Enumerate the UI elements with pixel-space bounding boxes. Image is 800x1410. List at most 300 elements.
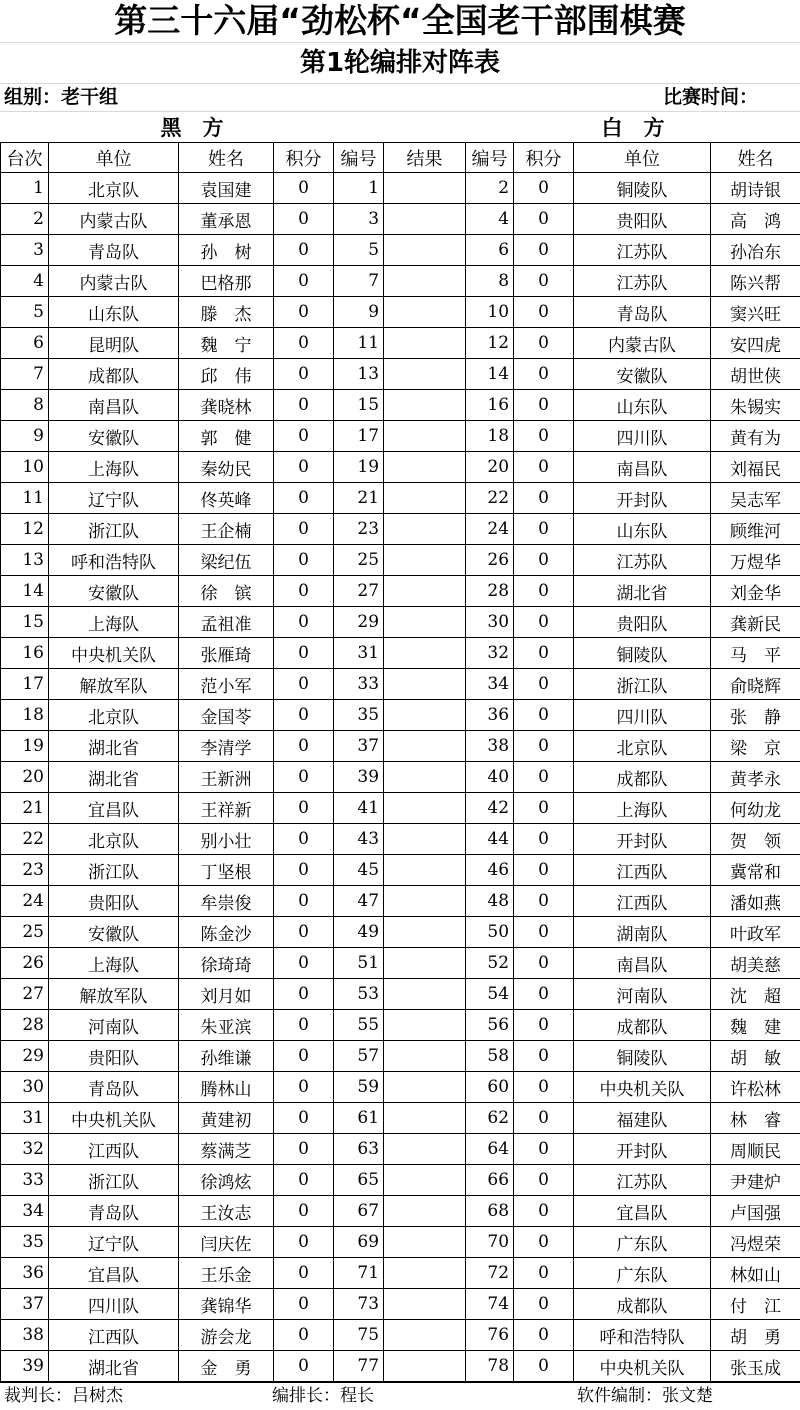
black-team: 青岛队 bbox=[49, 1072, 179, 1103]
white-team: 山东队 bbox=[574, 514, 711, 545]
result bbox=[384, 1041, 466, 1072]
white-score: 0 bbox=[514, 1010, 574, 1041]
black-id: 3 bbox=[334, 204, 384, 235]
table-row bbox=[1, 204, 800, 235]
white-id: 14 bbox=[466, 359, 514, 390]
chief-arranger: 编排长：程长 bbox=[272, 1383, 374, 1410]
white-team: 铜陵队 bbox=[574, 1041, 711, 1072]
black-name: 巴格那 bbox=[179, 266, 274, 297]
black-name: 邱 伟 bbox=[179, 359, 274, 390]
black-score: 0 bbox=[274, 576, 334, 607]
black-name: 龚锦华 bbox=[179, 1289, 274, 1320]
board-number: 5 bbox=[1, 297, 49, 328]
black-score: 0 bbox=[274, 545, 334, 576]
black-score: 0 bbox=[274, 1103, 334, 1134]
black-team: 中央机关队 bbox=[49, 638, 179, 669]
black-side-label: 黑 方 bbox=[1, 112, 384, 143]
result bbox=[384, 359, 466, 390]
black-id: 9 bbox=[334, 297, 384, 328]
result bbox=[384, 731, 466, 762]
white-name: 黄有为 bbox=[711, 421, 800, 452]
white-team: 福建队 bbox=[574, 1103, 711, 1134]
board-number: 19 bbox=[1, 731, 49, 762]
table-row bbox=[1, 824, 800, 855]
white-id: 36 bbox=[466, 700, 514, 731]
white-id: 28 bbox=[466, 576, 514, 607]
black-id: 7 bbox=[334, 266, 384, 297]
black-name: 孙维谦 bbox=[179, 1041, 274, 1072]
table-row bbox=[1, 514, 800, 545]
white-id: 58 bbox=[466, 1041, 514, 1072]
white-score: 0 bbox=[514, 855, 574, 886]
result bbox=[384, 669, 466, 700]
pairing-table bbox=[0, 112, 800, 1382]
black-score: 0 bbox=[274, 1196, 334, 1227]
board-number: 32 bbox=[1, 1134, 49, 1165]
black-score: 0 bbox=[274, 1289, 334, 1320]
white-team: 江苏队 bbox=[574, 235, 711, 266]
table-row bbox=[1, 948, 800, 979]
board-number: 7 bbox=[1, 359, 49, 390]
result bbox=[384, 824, 466, 855]
table-row bbox=[1, 545, 800, 576]
white-score: 0 bbox=[514, 1351, 574, 1382]
black-team: 浙江队 bbox=[49, 514, 179, 545]
white-id: 46 bbox=[466, 855, 514, 886]
black-id: 45 bbox=[334, 855, 384, 886]
board-number: 37 bbox=[1, 1289, 49, 1320]
black-id: 17 bbox=[334, 421, 384, 452]
white-name: 林如山 bbox=[711, 1258, 800, 1289]
board-number: 21 bbox=[1, 793, 49, 824]
table-row bbox=[1, 1320, 800, 1351]
white-score: 0 bbox=[514, 1041, 574, 1072]
black-score: 0 bbox=[274, 638, 334, 669]
black-score: 0 bbox=[274, 731, 334, 762]
white-score: 0 bbox=[514, 1320, 574, 1351]
white-team: 江苏队 bbox=[574, 545, 711, 576]
white-id: 18 bbox=[466, 421, 514, 452]
black-name: 董承恩 bbox=[179, 204, 274, 235]
board-number: 25 bbox=[1, 917, 49, 948]
black-id: 51 bbox=[334, 948, 384, 979]
black-id: 67 bbox=[334, 1196, 384, 1227]
board-number: 33 bbox=[1, 1165, 49, 1196]
white-id: 52 bbox=[466, 948, 514, 979]
result bbox=[384, 390, 466, 421]
result bbox=[384, 762, 466, 793]
black-id: 41 bbox=[334, 793, 384, 824]
white-id: 56 bbox=[466, 1010, 514, 1041]
result bbox=[384, 173, 466, 204]
black-name: 孟祖准 bbox=[179, 607, 274, 638]
white-id: 38 bbox=[466, 731, 514, 762]
board-number: 36 bbox=[1, 1258, 49, 1289]
black-id: 5 bbox=[334, 235, 384, 266]
table-row bbox=[1, 421, 800, 452]
board-number: 22 bbox=[1, 824, 49, 855]
black-team: 北京队 bbox=[49, 824, 179, 855]
white-team: 宜昌队 bbox=[574, 1196, 711, 1227]
black-id: 49 bbox=[334, 917, 384, 948]
white-score: 0 bbox=[514, 266, 574, 297]
table-row bbox=[1, 607, 800, 638]
white-score: 0 bbox=[514, 1134, 574, 1165]
white-score: 0 bbox=[514, 762, 574, 793]
white-score: 0 bbox=[514, 545, 574, 576]
white-id: 54 bbox=[466, 979, 514, 1010]
white-name: 万煜华 bbox=[711, 545, 800, 576]
black-name: 范小军 bbox=[179, 669, 274, 700]
black-id: 77 bbox=[334, 1351, 384, 1382]
white-id: 8 bbox=[466, 266, 514, 297]
column-header-row bbox=[1, 143, 800, 173]
black-score: 0 bbox=[274, 1010, 334, 1041]
black-score: 0 bbox=[274, 948, 334, 979]
result bbox=[384, 855, 466, 886]
black-id: 21 bbox=[334, 483, 384, 514]
black-id: 75 bbox=[334, 1320, 384, 1351]
side-header-row bbox=[1, 112, 800, 143]
result bbox=[384, 1072, 466, 1103]
white-name: 顾维河 bbox=[711, 514, 800, 545]
black-id: 27 bbox=[334, 576, 384, 607]
black-id: 31 bbox=[334, 638, 384, 669]
black-team: 昆明队 bbox=[49, 328, 179, 359]
white-team: 内蒙古队 bbox=[574, 328, 711, 359]
board-number: 6 bbox=[1, 328, 49, 359]
white-name: 林 睿 bbox=[711, 1103, 800, 1134]
black-id: 37 bbox=[334, 731, 384, 762]
white-team: 开封队 bbox=[574, 483, 711, 514]
black-id: 69 bbox=[334, 1227, 384, 1258]
black-team: 辽宁队 bbox=[49, 1227, 179, 1258]
result bbox=[384, 1196, 466, 1227]
white-name: 叶政军 bbox=[711, 917, 800, 948]
black-name: 游会龙 bbox=[179, 1320, 274, 1351]
white-team: 浙江队 bbox=[574, 669, 711, 700]
black-score: 0 bbox=[274, 359, 334, 390]
black-score: 0 bbox=[274, 452, 334, 483]
white-id: 78 bbox=[466, 1351, 514, 1382]
black-name: 滕 杰 bbox=[179, 297, 274, 328]
white-name: 孙冶东 bbox=[711, 235, 800, 266]
board-number: 2 bbox=[1, 204, 49, 235]
result bbox=[384, 1165, 466, 1196]
black-team: 呼和浩特队 bbox=[49, 545, 179, 576]
black-score: 0 bbox=[274, 421, 334, 452]
black-name: 徐琦琦 bbox=[179, 948, 274, 979]
white-name: 冀常和 bbox=[711, 855, 800, 886]
white-name: 俞晓辉 bbox=[711, 669, 800, 700]
white-name: 潘如燕 bbox=[711, 886, 800, 917]
table-row bbox=[1, 1134, 800, 1165]
black-score: 0 bbox=[274, 266, 334, 297]
white-score: 0 bbox=[514, 917, 574, 948]
board-number: 24 bbox=[1, 886, 49, 917]
board-number: 35 bbox=[1, 1227, 49, 1258]
group-label: 组别：老干组 bbox=[4, 84, 118, 111]
black-name: 徐 镔 bbox=[179, 576, 274, 607]
result bbox=[384, 638, 466, 669]
white-team: 中央机关队 bbox=[574, 1351, 711, 1382]
black-team: 安徽队 bbox=[49, 917, 179, 948]
white-score: 0 bbox=[514, 576, 574, 607]
white-score: 0 bbox=[514, 297, 574, 328]
white-score: 0 bbox=[514, 421, 574, 452]
black-team: 安徽队 bbox=[49, 421, 179, 452]
table-row bbox=[1, 1289, 800, 1320]
round-subtitle: 第1轮编排对阵表 bbox=[0, 43, 800, 84]
white-score: 0 bbox=[514, 948, 574, 979]
black-team: 河南队 bbox=[49, 1010, 179, 1041]
white-name: 周顺民 bbox=[711, 1134, 800, 1165]
table-row bbox=[1, 731, 800, 762]
black-name: 袁国建 bbox=[179, 173, 274, 204]
black-team: 贵阳队 bbox=[49, 886, 179, 917]
black-name: 朱亚滨 bbox=[179, 1010, 274, 1041]
black-team: 浙江队 bbox=[49, 1165, 179, 1196]
white-team: 安徽队 bbox=[574, 359, 711, 390]
white-name: 胡世侠 bbox=[711, 359, 800, 390]
table-row bbox=[1, 173, 800, 204]
white-id: 20 bbox=[466, 452, 514, 483]
white-id: 34 bbox=[466, 669, 514, 700]
white-id: 68 bbox=[466, 1196, 514, 1227]
result bbox=[384, 1320, 466, 1351]
board-number: 15 bbox=[1, 607, 49, 638]
white-name: 梁 京 bbox=[711, 731, 800, 762]
board-number: 29 bbox=[1, 1041, 49, 1072]
col-header: 积分 bbox=[274, 143, 334, 173]
table-row bbox=[1, 452, 800, 483]
white-name: 胡 敏 bbox=[711, 1041, 800, 1072]
white-name: 尹建炉 bbox=[711, 1165, 800, 1196]
black-score: 0 bbox=[274, 328, 334, 359]
white-team: 山东队 bbox=[574, 390, 711, 421]
table-row bbox=[1, 576, 800, 607]
white-name: 陈兴帮 bbox=[711, 266, 800, 297]
black-team: 江西队 bbox=[49, 1134, 179, 1165]
result bbox=[384, 421, 466, 452]
table-row bbox=[1, 1227, 800, 1258]
black-id: 25 bbox=[334, 545, 384, 576]
white-id: 74 bbox=[466, 1289, 514, 1320]
board-number: 10 bbox=[1, 452, 49, 483]
board-number: 9 bbox=[1, 421, 49, 452]
black-team: 浙江队 bbox=[49, 855, 179, 886]
white-name: 窦兴旺 bbox=[711, 297, 800, 328]
white-name: 何幼龙 bbox=[711, 793, 800, 824]
table-row bbox=[1, 1010, 800, 1041]
black-id: 33 bbox=[334, 669, 384, 700]
white-team: 铜陵队 bbox=[574, 173, 711, 204]
black-score: 0 bbox=[274, 235, 334, 266]
result bbox=[384, 1227, 466, 1258]
black-team: 中央机关队 bbox=[49, 1103, 179, 1134]
table-row bbox=[1, 669, 800, 700]
black-team: 内蒙古队 bbox=[49, 266, 179, 297]
black-score: 0 bbox=[274, 700, 334, 731]
table-row bbox=[1, 1196, 800, 1227]
black-name: 腾林山 bbox=[179, 1072, 274, 1103]
white-team: 北京队 bbox=[574, 731, 711, 762]
white-team: 江西队 bbox=[574, 886, 711, 917]
table-row bbox=[1, 266, 800, 297]
sheet-title: 第三十六届“劲松杯“全国老干部围棋赛 bbox=[0, 0, 800, 43]
white-id: 62 bbox=[466, 1103, 514, 1134]
white-score: 0 bbox=[514, 731, 574, 762]
black-score: 0 bbox=[274, 1351, 334, 1382]
black-score: 0 bbox=[274, 1320, 334, 1351]
black-name: 秦幼民 bbox=[179, 452, 274, 483]
black-name: 佟英峰 bbox=[179, 483, 274, 514]
black-team: 内蒙古队 bbox=[49, 204, 179, 235]
black-team: 南昌队 bbox=[49, 390, 179, 421]
black-name: 李清学 bbox=[179, 731, 274, 762]
white-name: 刘福民 bbox=[711, 452, 800, 483]
white-team: 贵阳队 bbox=[574, 607, 711, 638]
white-name: 付 江 bbox=[711, 1289, 800, 1320]
white-id: 64 bbox=[466, 1134, 514, 1165]
info-row bbox=[0, 84, 800, 112]
board-number: 38 bbox=[1, 1320, 49, 1351]
black-score: 0 bbox=[274, 917, 334, 948]
white-team: 南昌队 bbox=[574, 948, 711, 979]
board-number: 8 bbox=[1, 390, 49, 421]
white-score: 0 bbox=[514, 452, 574, 483]
white-side-label: 白 方 bbox=[466, 112, 800, 143]
white-name: 胡 勇 bbox=[711, 1320, 800, 1351]
white-name: 许松林 bbox=[711, 1072, 800, 1103]
white-score: 0 bbox=[514, 886, 574, 917]
col-header: 积分 bbox=[514, 143, 574, 173]
board-number: 17 bbox=[1, 669, 49, 700]
black-id: 73 bbox=[334, 1289, 384, 1320]
result bbox=[384, 266, 466, 297]
white-score: 0 bbox=[514, 979, 574, 1010]
white-score: 0 bbox=[514, 793, 574, 824]
black-name: 金 勇 bbox=[179, 1351, 274, 1382]
board-number: 27 bbox=[1, 979, 49, 1010]
black-team: 解放军队 bbox=[49, 979, 179, 1010]
table-row bbox=[1, 1072, 800, 1103]
result bbox=[384, 1289, 466, 1320]
black-score: 0 bbox=[274, 855, 334, 886]
white-name: 沈 超 bbox=[711, 979, 800, 1010]
black-name: 王祥新 bbox=[179, 793, 274, 824]
black-name: 王乐金 bbox=[179, 1258, 274, 1289]
table-row bbox=[1, 979, 800, 1010]
white-id: 4 bbox=[466, 204, 514, 235]
time-label: 比赛时间： bbox=[663, 84, 758, 111]
result bbox=[384, 545, 466, 576]
white-team: 中央机关队 bbox=[574, 1072, 711, 1103]
white-team: 广东队 bbox=[574, 1258, 711, 1289]
white-score: 0 bbox=[514, 235, 574, 266]
col-header: 姓名 bbox=[711, 143, 800, 173]
black-id: 57 bbox=[334, 1041, 384, 1072]
board-number: 26 bbox=[1, 948, 49, 979]
white-team: 江苏队 bbox=[574, 1165, 711, 1196]
white-team: 贵阳队 bbox=[574, 204, 711, 235]
black-id: 47 bbox=[334, 886, 384, 917]
white-id: 70 bbox=[466, 1227, 514, 1258]
black-id: 59 bbox=[334, 1072, 384, 1103]
black-id: 53 bbox=[334, 979, 384, 1010]
black-id: 63 bbox=[334, 1134, 384, 1165]
black-score: 0 bbox=[274, 390, 334, 421]
white-name: 刘金华 bbox=[711, 576, 800, 607]
black-team: 湖北省 bbox=[49, 1351, 179, 1382]
black-score: 0 bbox=[274, 793, 334, 824]
black-name: 徐鸿炫 bbox=[179, 1165, 274, 1196]
white-id: 2 bbox=[466, 173, 514, 204]
board-number: 1 bbox=[1, 173, 49, 204]
black-id: 13 bbox=[334, 359, 384, 390]
white-name: 张 静 bbox=[711, 700, 800, 731]
black-team: 四川队 bbox=[49, 1289, 179, 1320]
black-score: 0 bbox=[274, 1165, 334, 1196]
white-id: 6 bbox=[466, 235, 514, 266]
result bbox=[384, 483, 466, 514]
black-score: 0 bbox=[274, 824, 334, 855]
result bbox=[384, 1351, 466, 1382]
table-row bbox=[1, 390, 800, 421]
white-id: 44 bbox=[466, 824, 514, 855]
black-team: 宜昌队 bbox=[49, 793, 179, 824]
board-number: 13 bbox=[1, 545, 49, 576]
white-team: 河南队 bbox=[574, 979, 711, 1010]
white-team: 成都队 bbox=[574, 1289, 711, 1320]
board-number: 39 bbox=[1, 1351, 49, 1382]
black-team: 北京队 bbox=[49, 173, 179, 204]
white-name: 卢国强 bbox=[711, 1196, 800, 1227]
white-score: 0 bbox=[514, 1072, 574, 1103]
table-row bbox=[1, 235, 800, 266]
black-name: 刘月如 bbox=[179, 979, 274, 1010]
white-id: 48 bbox=[466, 886, 514, 917]
white-name: 朱锡实 bbox=[711, 390, 800, 421]
board-number: 31 bbox=[1, 1103, 49, 1134]
col-header: 单位 bbox=[574, 143, 711, 173]
table-row bbox=[1, 1258, 800, 1289]
black-name: 陈金沙 bbox=[179, 917, 274, 948]
result bbox=[384, 204, 466, 235]
white-score: 0 bbox=[514, 328, 574, 359]
white-team: 四川队 bbox=[574, 700, 711, 731]
table-row bbox=[1, 297, 800, 328]
table-row bbox=[1, 483, 800, 514]
board-number: 12 bbox=[1, 514, 49, 545]
black-score: 0 bbox=[274, 607, 334, 638]
white-team: 江苏队 bbox=[574, 266, 711, 297]
white-id: 72 bbox=[466, 1258, 514, 1289]
col-header: 单位 bbox=[49, 143, 179, 173]
black-team: 安徽队 bbox=[49, 576, 179, 607]
white-team: 四川队 bbox=[574, 421, 711, 452]
table-row bbox=[1, 1165, 800, 1196]
result bbox=[384, 793, 466, 824]
white-score: 0 bbox=[514, 1258, 574, 1289]
col-header: 编号 bbox=[334, 143, 384, 173]
black-team: 山东队 bbox=[49, 297, 179, 328]
result bbox=[384, 235, 466, 266]
white-score: 0 bbox=[514, 607, 574, 638]
white-name: 张玉成 bbox=[711, 1351, 800, 1382]
white-name: 胡美慈 bbox=[711, 948, 800, 979]
white-name: 龚新民 bbox=[711, 607, 800, 638]
